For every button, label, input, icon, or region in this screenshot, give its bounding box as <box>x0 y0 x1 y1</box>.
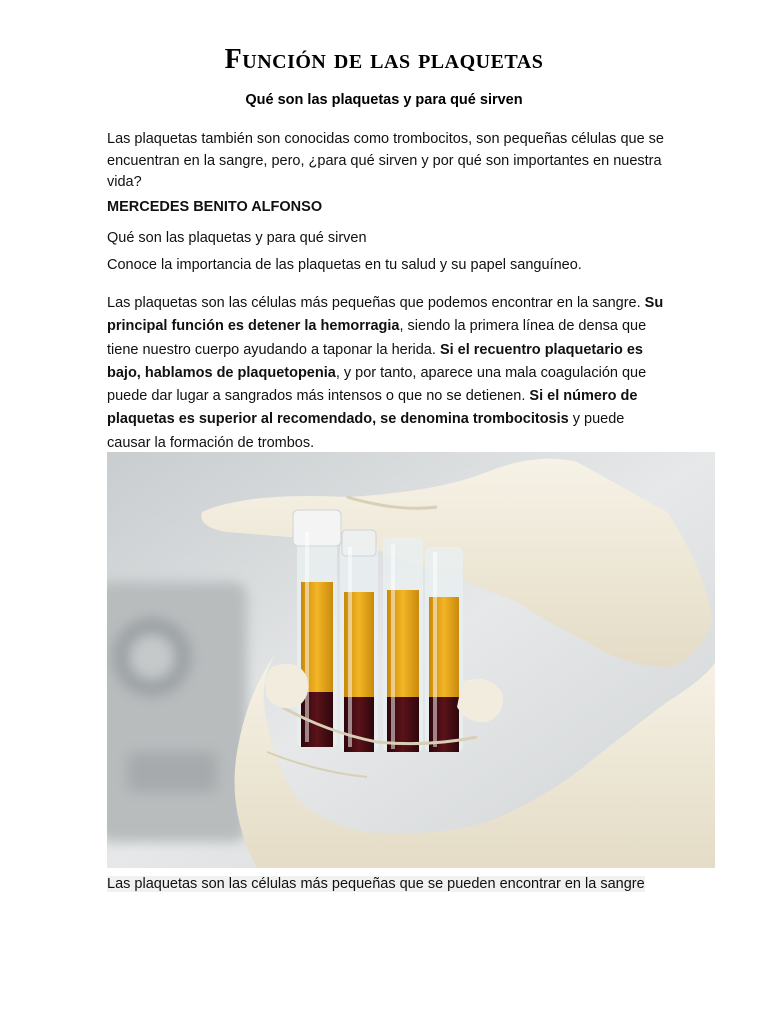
background-machine <box>107 582 247 842</box>
body-text-4: y puede causar la formación de trombos. <box>107 411 625 451</box>
blood-tubes-photo <box>107 452 715 868</box>
photo-illustration <box>107 452 715 868</box>
article-subtitle: Qué son las plaquetas y para qué sirven <box>245 92 523 108</box>
photo-caption <box>107 872 667 896</box>
intro-paragraph: Las plaquetas también son conocidas como trombocitos, son pequeñas células que se encuentran en la sangre, pero, ¿para qué sirven y por qué son importantes en nuestra vida? <box>107 131 664 190</box>
summary-line-1: Qué son las plaquetas y para qué sirven <box>107 230 367 246</box>
body-text-3: , y por tanto, aparece una mala coagulación que puede dar lugar a sangrados más intensos o que no se detienen. <box>107 364 647 405</box>
body-text-1: Las plaquetas son las células más pequeñas que podemos encontrar en la sangre. <box>107 295 645 311</box>
page-title: Función de las plaquetas <box>224 44 544 75</box>
body-paragraph <box>107 292 667 455</box>
body-bold-2: Si el recuentro plaquetario es bajo, hablamos de plaquetopenia <box>107 341 644 381</box>
body-bold-3: Si el número de plaquetas es superior al recomendado, se denomina trombocitosis <box>107 388 638 428</box>
summary-line-2: Conoce la importancia de las plaquetas en tu salud y su papel sanguíneo. <box>107 257 582 273</box>
body-text-2: , siendo la primera línea de densa que tiene nuestro cuerpo ayudando a taponar la herida. <box>107 318 647 358</box>
caption-text: Las plaquetas son las células más pequeñas que se pueden encontrar en la sangre <box>107 876 645 892</box>
body-bold-1: Su principal función es detener la hemorragia <box>107 295 664 335</box>
author-name: MERCEDES BENITO ALFONSO <box>107 199 323 215</box>
